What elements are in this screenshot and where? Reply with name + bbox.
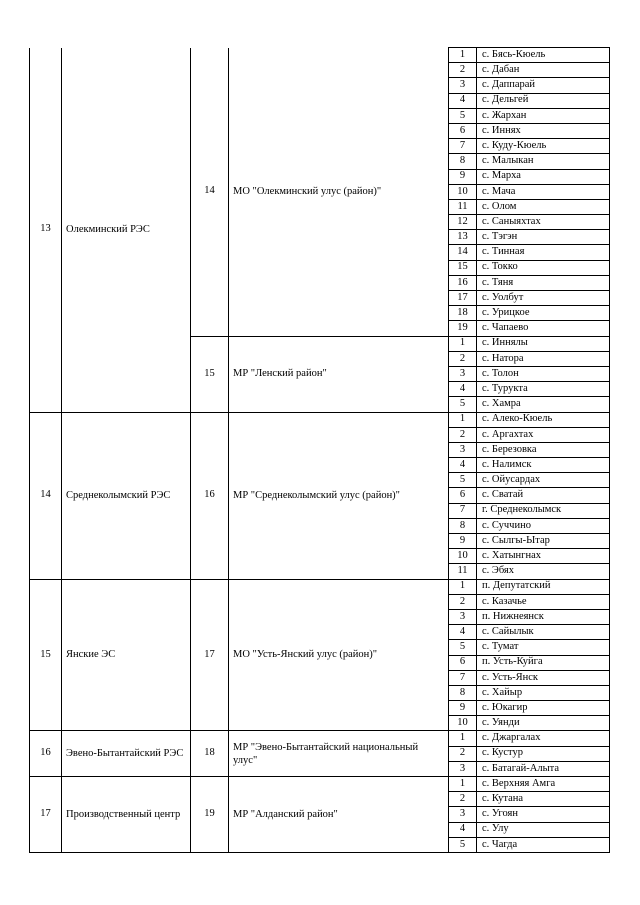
settlement-number: 9: [449, 169, 477, 184]
settlement-name: с. Налимск: [477, 458, 610, 473]
table-row: [30, 731, 610, 746]
settlement-number: 16: [449, 275, 477, 290]
settlement-number: 10: [449, 716, 477, 731]
municipality-number: 14: [191, 48, 229, 337]
settlement-name: с. Сайылык: [477, 625, 610, 640]
settlement-number: 4: [449, 382, 477, 397]
settlement-name: с. Тяня: [477, 275, 610, 290]
settlement-number: 19: [449, 321, 477, 336]
branch-name: Эвено-Бытантайский РЭС: [62, 731, 191, 777]
settlements-table-body: [30, 48, 610, 853]
settlement-number: 17: [449, 291, 477, 306]
branch-name: Олекминский РЭС: [62, 48, 191, 413]
settlement-name: с. Тинная: [477, 245, 610, 260]
table-row: [30, 412, 610, 427]
settlement-number: 8: [449, 685, 477, 700]
settlement-number: 1: [449, 412, 477, 427]
settlement-number: 5: [449, 108, 477, 123]
settlement-number: 2: [449, 63, 477, 78]
municipality-number: 15: [191, 336, 229, 412]
settlement-number: 1: [449, 777, 477, 792]
settlement-name: с. Алеко-Кюель: [477, 412, 610, 427]
settlement-number: 11: [449, 564, 477, 579]
settlement-number: 1: [449, 48, 477, 63]
settlement-name: с. Марха: [477, 169, 610, 184]
settlement-name: с. Верхняя Амга: [477, 777, 610, 792]
settlement-name: с. Саныяхтах: [477, 215, 610, 230]
municipality-number: 18: [191, 731, 229, 777]
settlement-name: с. Березовка: [477, 442, 610, 457]
settlement-name: с. Угоян: [477, 807, 610, 822]
settlement-name: с. Кустур: [477, 746, 610, 761]
settlement-name: с. Ойусардах: [477, 473, 610, 488]
settlement-number: 12: [449, 215, 477, 230]
settlement-number: 2: [449, 427, 477, 442]
settlement-number: 4: [449, 458, 477, 473]
settlement-name: с. Усть-Янск: [477, 670, 610, 685]
settlement-number: 5: [449, 837, 477, 852]
settlement-name: с. Уолбут: [477, 291, 610, 306]
settlement-number: 18: [449, 306, 477, 321]
settlement-name: с. Чапаево: [477, 321, 610, 336]
settlement-name: с. Мача: [477, 184, 610, 199]
settlement-name: с. Суччино: [477, 518, 610, 533]
settlement-number: 9: [449, 701, 477, 716]
settlement-name: с. Улу: [477, 822, 610, 837]
municipality-name: МР "Алданский район": [229, 777, 449, 853]
settlement-name: с. Дельгей: [477, 93, 610, 108]
settlement-number: 3: [449, 366, 477, 381]
settlement-name: п. Усть-Куйга: [477, 655, 610, 670]
municipality-number: 19: [191, 777, 229, 853]
settlement-number: 10: [449, 184, 477, 199]
municipality-name: МР "Эвено-Бытантайский национальный улус": [229, 731, 449, 777]
settlement-number: 1: [449, 336, 477, 351]
settlement-name: с. Иннях: [477, 123, 610, 138]
settlement-name: с. Даппарай: [477, 78, 610, 93]
settlement-number: 3: [449, 609, 477, 624]
settlement-name: с. Хайыр: [477, 685, 610, 700]
settlement-name: с. Олом: [477, 199, 610, 214]
settlement-number: 8: [449, 518, 477, 533]
settlement-name: с. Натора: [477, 351, 610, 366]
settlement-number: 1: [449, 579, 477, 594]
settlement-number: 6: [449, 655, 477, 670]
settlement-number: 4: [449, 625, 477, 640]
settlement-number: 3: [449, 442, 477, 457]
settlement-name: п. Нижнеянск: [477, 609, 610, 624]
municipality-name: МР "Ленский район": [229, 336, 449, 412]
branch-name: Производственный центр: [62, 777, 191, 853]
settlement-name: с. Иннялы: [477, 336, 610, 351]
branch-number: 13: [30, 48, 62, 413]
settlement-name: с. Бясь-Кюель: [477, 48, 610, 63]
municipality-name: МО "Олекминский улус (район)": [229, 48, 449, 337]
settlement-number: 3: [449, 761, 477, 776]
settlement-number: 7: [449, 670, 477, 685]
settlement-name: с. Чагда: [477, 837, 610, 852]
settlement-name: с. Малыкан: [477, 154, 610, 169]
settlement-number: 6: [449, 488, 477, 503]
branch-number: 14: [30, 412, 62, 579]
settlement-name: с. Толон: [477, 366, 610, 381]
municipality-number: 16: [191, 412, 229, 579]
municipality-name: МР "Среднеколымский улус (район)": [229, 412, 449, 579]
settlement-number: 14: [449, 245, 477, 260]
settlement-number: 6: [449, 123, 477, 138]
settlement-number: 7: [449, 139, 477, 154]
settlement-number: 2: [449, 746, 477, 761]
settlement-name: с. Куду-Кюель: [477, 139, 610, 154]
settlement-name: с. Сватай: [477, 488, 610, 503]
settlement-name: с. Уянди: [477, 716, 610, 731]
settlement-name: п. Депутатский: [477, 579, 610, 594]
settlement-name: с. Джаргалах: [477, 731, 610, 746]
settlement-number: 13: [449, 230, 477, 245]
settlement-number: 8: [449, 154, 477, 169]
settlement-number: 11: [449, 199, 477, 214]
settlement-name: с. Тэгэн: [477, 230, 610, 245]
settlement-number: 7: [449, 503, 477, 518]
settlement-name: с. Жархан: [477, 108, 610, 123]
settlement-number: 5: [449, 473, 477, 488]
table-row: [30, 579, 610, 594]
settlement-number: 5: [449, 397, 477, 412]
settlement-name: с. Сылгы-Ытар: [477, 534, 610, 549]
settlement-number: 2: [449, 594, 477, 609]
municipality-number: 17: [191, 579, 229, 731]
settlement-number: 3: [449, 807, 477, 822]
settlement-name: с. Эбях: [477, 564, 610, 579]
settlements-table: [29, 47, 610, 853]
settlement-name: с. Хамра: [477, 397, 610, 412]
settlement-name: с. Юкагир: [477, 701, 610, 716]
branch-number: 17: [30, 777, 62, 853]
settlement-name: г. Среднеколымск: [477, 503, 610, 518]
table-row: [30, 777, 610, 792]
settlement-number: 4: [449, 93, 477, 108]
settlement-number: 9: [449, 534, 477, 549]
settlement-name: с. Кутана: [477, 792, 610, 807]
branch-number: 15: [30, 579, 62, 731]
settlement-number: 1: [449, 731, 477, 746]
settlement-name: с. Батагай-Алыта: [477, 761, 610, 776]
settlement-name: с. Дабан: [477, 63, 610, 78]
settlement-name: с. Аргахтах: [477, 427, 610, 442]
settlement-number: 15: [449, 260, 477, 275]
settlement-name: с. Тумат: [477, 640, 610, 655]
settlement-number: 2: [449, 351, 477, 366]
settlement-name: с. Казачье: [477, 594, 610, 609]
settlement-name: с. Хатынгнах: [477, 549, 610, 564]
branch-name: Среднеколымский РЭС: [62, 412, 191, 579]
settlement-number: 4: [449, 822, 477, 837]
table-row: [30, 48, 610, 63]
settlement-number: 3: [449, 78, 477, 93]
settlement-name: с. Турукта: [477, 382, 610, 397]
settlement-number: 10: [449, 549, 477, 564]
settlement-number: 2: [449, 792, 477, 807]
settlement-name: с. Токко: [477, 260, 610, 275]
settlement-name: с. Урицкое: [477, 306, 610, 321]
municipality-name: МО "Усть-Янский улус (район)": [229, 579, 449, 731]
branch-name: Янские ЭС: [62, 579, 191, 731]
branch-number: 16: [30, 731, 62, 777]
settlement-number: 5: [449, 640, 477, 655]
